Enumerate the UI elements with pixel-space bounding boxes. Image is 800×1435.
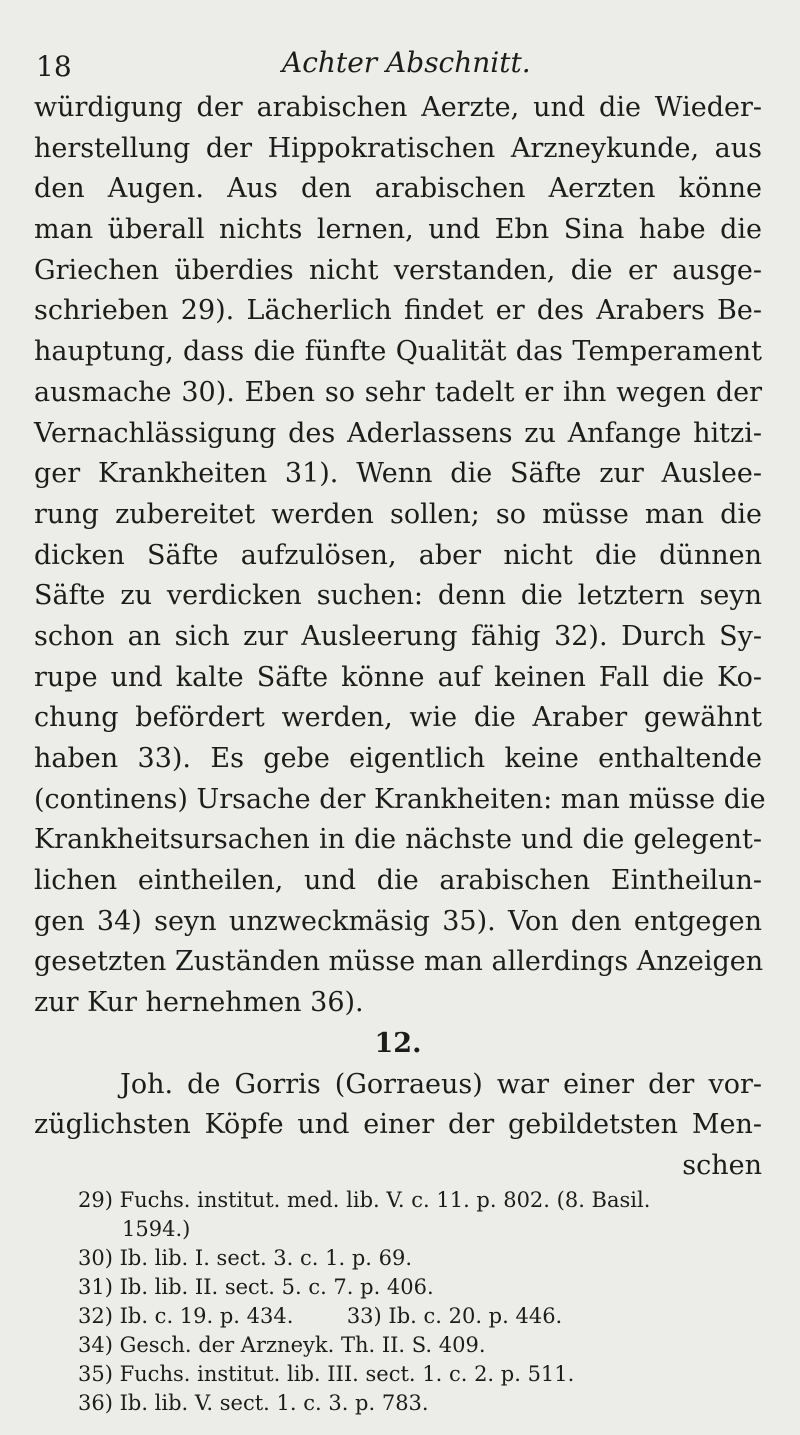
body-line: chung befördert werden, wie die Araber gewähnt bbox=[34, 702, 762, 734]
body-line: ger Krankheiten 31). Wenn die Säfte zur Auslee- bbox=[34, 458, 762, 490]
body-line: rupe und kalte Säfte könne auf keinen Fall die Ko- bbox=[34, 661, 762, 693]
body-line: hauptung, dass die fünfte Qualität das Temperament bbox=[34, 336, 762, 368]
body-line: herstellung der Hippokratischen Arzneykunde, aus bbox=[34, 132, 762, 164]
body-line: würdigung der arabischen Aerzte, und die Wieder- bbox=[34, 92, 762, 123]
running-title: Achter Abschnitt. bbox=[282, 46, 531, 79]
body-text bbox=[34, 88, 766, 1187]
body-line: Vernachlässigung des Aderlassens zu Anfange hitzi- bbox=[34, 417, 762, 449]
body-line: rung zubereitet werden sollen; so müsse man die bbox=[34, 498, 762, 530]
body-line: gen 34) seyn unzweckmäsig 35). Von den entgegen bbox=[34, 905, 762, 937]
footnote: 35) Fuchs. institut. lib. III. sect. 1. c. 2. p. 511. bbox=[78, 1362, 575, 1386]
page-header bbox=[30, 40, 770, 83]
body-line: (continens) Ursache der Krankheiten: man müsse die bbox=[34, 783, 766, 815]
catchword: schen bbox=[682, 1149, 762, 1181]
body-line: Krankheitsursachen in die nächste und die gelegent- bbox=[34, 824, 762, 856]
body-line: haben 33). Es gebe eigentlich keine enthaltende bbox=[34, 743, 762, 774]
body-line: lichen eintheilen, und die arabischen Eintheilun- bbox=[34, 865, 762, 897]
body-line: schrieben 29). Lächerlich findet er des Arabers Be- bbox=[34, 295, 762, 327]
section-line: Joh. de Gorris (Gorraeus) war einer der vor- bbox=[120, 1068, 762, 1100]
body-line: Griechen überdies nicht verstanden, die er ausge- bbox=[34, 254, 762, 286]
body-line: den Augen. Aus den arabischen Aerzten könne bbox=[34, 173, 762, 205]
body-line: ausmache 30). Eben so sehr tadelt er ihn wegen der bbox=[34, 376, 762, 408]
footnote: 30) Ib. lib. I. sect. 3. c. 1. p. 69. bbox=[78, 1246, 413, 1270]
section-number: 12. bbox=[374, 1027, 422, 1059]
body-line: Säfte zu verdicken suchen: denn die letztern seyn bbox=[34, 580, 762, 612]
footnote-continuation: 1594.) bbox=[122, 1217, 191, 1241]
body-line: gesetzten Zuständen müsse man allerdings Anzeigen bbox=[34, 946, 764, 978]
footnote: 34) Gesch. der Arzneyk. Th. II. S. 409. bbox=[78, 1333, 486, 1357]
footnote: 32) Ib. c. 19. p. 434. 33) Ib. c. 20. p. 446. bbox=[78, 1304, 563, 1328]
footnote: 36) Ib. lib. V. sect. 1. c. 3. p. 783. bbox=[78, 1391, 429, 1415]
body-line: zur Kur hernehmen 36). bbox=[34, 987, 364, 1019]
page-number: 18 bbox=[36, 50, 72, 83]
body-line: schon an sich zur Ausleerung fähig 32). Durch Sy- bbox=[34, 620, 762, 652]
footnotes bbox=[78, 1186, 768, 1418]
body-line: dicken Säfte aufzulösen, aber nicht die dünnen bbox=[34, 539, 762, 571]
body-line: man überall nichts lernen, und Ebn Sina habe die bbox=[34, 214, 762, 246]
footnote: 29) Fuchs. institut. med. lib. V. c. 11. p. 802. (8. Basil. bbox=[78, 1188, 651, 1212]
footnote: 31) Ib. lib. II. sect. 5. c. 7. p. 406. bbox=[78, 1275, 434, 1299]
section-line: züglichsten Köpfe und einer der gebildetsten Men- bbox=[34, 1109, 762, 1141]
